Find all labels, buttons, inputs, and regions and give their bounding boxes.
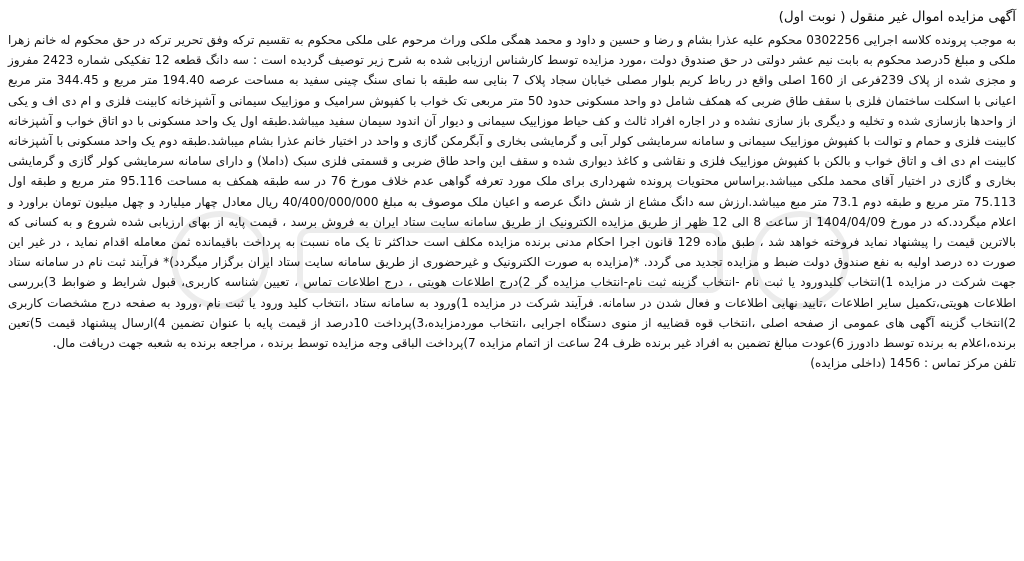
contact-line: تلفن مرکز تماس : 1456 (داخلی مزایده) bbox=[810, 356, 1016, 371]
auction-notice bbox=[8, 6, 1016, 557]
notice-title: آگهی مزایده اموال غیر منقول ( نوبت اول) bbox=[778, 9, 1016, 25]
notice-body: به موجب پرونده کلاسه اجرایی 0302256 محکوم علیه عذرا بشام و رضا و حسین و داود و محمد همگی ملکی وراث مرحوم علی ملکی محکوم به تقسیم ترکه وفق تحریر ترکه در حق محکوم له خانم زهرا ملکی و مبلغ 5درصد محکوم به بابت نیم عشر دولتی در حق صندوق دولت ،مورد مزایده توسط کارشناس ارزیابی شده به شرح زیر توصیف گردیده است : سه دانگ قطعه 12 تفکیکی شماره 2423 مفروز و مجزی شده از پلاک 239فرعی از 160 اصلی واقع در رباط کریم بلوار مصلی خیابان سجاد پلاک 7 بنایی سه طبقه با نمای سنگ چینی سفید به مساحت عرصه 194.40 متر مربع و 344.45 متر مربع اعیانی با اسکلت ساختمان فلزی با سقف طاق ضربی که همکف شامل دو واحد مسکونی حدود 50 متر مربعی تک خواب با کفپوش سرامیک و موزاییک سیمانی و آشپزخانه کابینت فلزی و ام دی اف و یکی از واحدها بازسازی شده و تخلیه و دیگری باز سازی نشده و در اجاره افراد ثالث و کف حیاط موزاییک سیمانی و دیوار آن اندود سیمان سفید میباشد.طبقه اول یک واحد مسکونی با دو اتاق خواب و آشپزخانه کابینت فلزی و حمام و توالت با کفپوش موزاییک سیمانی و سامانه سرمایشی کولر آبی و گرمایشی بخاری و آبگرمکن گازی و واحد در اختیار خانم عذرا بشام میباشد.طبقه دوم یک واحد مسکونی با آشپزخانه کابینت ام دی اف و اتاق خواب و بالکن با کفپوش موزاییک فلزی و نقاشی و کاغذ دیواری شده و سقف این واحد طاق ضربی و قسمتی فلزی سبک (داملا) و دارای سامانه سرمایشی کولر گازی و گرمایشی بخاری و گازی در اختیار آقای محمد ملکی میباشد.براساس محتویات پرونده شهرداری برای ملک مورد تعرفه گواهی عدم خلاف مورخ 76 در سه طبقه همکف به مساحت 95.116 متر مربع و طبقه اول 75.113 متر مربع و طبقه دوم 73.1 متر مبع میباشد.ارزش سه دانگ مشاع از شش دانگ عرصه و اعیان ملک موصوف به مبلغ 40/400/000/000 ریال معادل چهار میلیارد و چهل میلیون تومان براورد و اعلام میگردد.که در مورخ 1404/04/09 از ساعت 8 الی 12 ظهر از طریق مزایده الکترونیک از طریق سامانه سایت ستاد ایران به فروش برسد ، قیمت پایه از بهای ارزیابی شده شروع و به کسانی که بالاترین قیمت را پیشنهاد نماید فروخته خواهد شد ، طبق ماده 129 قانون اجرا احکام مدنی برنده مزایده مکلف است حداکثر تا یک ماه نسبت به پرداخت باقیمانده ثمن معامله اقدام نماید ، در غیر این صورت ده درصد اولیه به نفع صندوق دولت ضبط و مزایده تجدید می گردد. *(مزایده به صورت الکترونیک و غیرحضوری از طریق سامانه سایت ستاد ایران برگزار میگردد)* فرآیند ثبت نام در سامانه ستاد جهت شرکت در مزایده 1)انتخاب کلیدورود یا ثبت نام -انتخاب گزینه ثبت نام-انتخاب مزایده گر 2)درج اطلاعات هویتی ، درج اطلاعات تماس ، تعیین شناسه کاربری، قبول شرایط و ضوابط 3)بررسی اطلاعات هویتی،تکمیل سایر اطلاعات ،تایید نهایی اطلاعات و فعال شدن در سامانه. فرآیند شرکت در مزایده 1)ورود به سامانه ستاد ،انتخاب کلید ورود یا ثبت نام ،ورود به صفحه درج مشخصات کاربری 2)انتخاب گزینه آگهی های عمومی از صفحه اصلی ،انتخاب قوه قضاییه از منوی دستگاه اجرایی ،انتخاب موردمزایده،3)پرداخت 10درصد از قیمت پایه با عنوان تضمین 4)ارسال پیشنهاد قیمت 5)تعین برنده،اعلام به برنده توسط دادورز 6)عودت مبالغ تضمین به افراد غیر برنده ظرف 24 ساعت از اتمام مزایده 7)پرداخت الباقی وجه مزایده توسط برنده ، مراجعه برنده به شعبه جهت دریافت مال. bbox=[8, 33, 1017, 351]
